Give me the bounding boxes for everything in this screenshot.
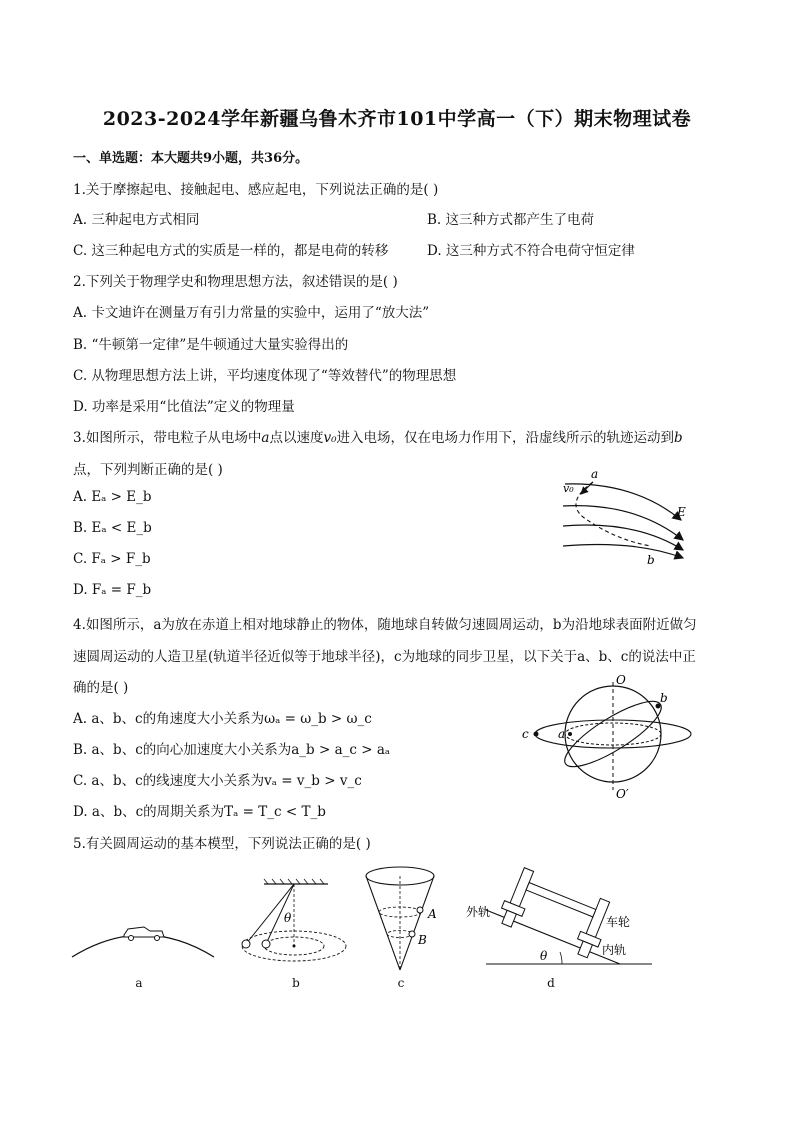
point-a-label: A	[428, 907, 437, 921]
outer-rail-label: 外轨	[466, 905, 491, 919]
q2-option-b: B. “牛顿第一定律”是牛顿通过大量实验得出的	[73, 337, 349, 353]
field-line	[563, 525, 683, 550]
bridge-arc	[72, 935, 214, 957]
q1-option-c: C. 这三种起电方式的实质是一样的，都是电荷的转移	[73, 243, 389, 259]
earth-orbits-figure	[518, 672, 698, 802]
q2-option-d: D. 功率是采用“比值法”定义的物理量	[73, 399, 295, 415]
conical-pendulum-figure	[232, 878, 362, 968]
v0-label: v₀	[563, 482, 574, 495]
theta-label: θ	[284, 911, 292, 925]
car-on-bridge-figure	[68, 905, 218, 965]
ball-a-icon	[417, 907, 423, 913]
car-wheel-icon	[155, 936, 160, 941]
q4-stem-line2: 速圆周运动的人造卫星(轨道半径近似等于地球半径)，c为地球的同步卫星，以下关于a、b、c的说法中正	[73, 649, 696, 665]
satellite-b-label: b	[660, 691, 668, 705]
q2-option-c: C. 从物理思想方法上讲，平均速度体现了“等效替代”的物理思想	[73, 368, 457, 384]
q4-option-d: D. a、b、c的周期关系为Tₐ = T_c < T_b	[73, 804, 326, 820]
ball-icon	[242, 940, 250, 948]
point-b-label: B	[418, 933, 427, 947]
cone-figure	[360, 862, 450, 972]
ball-b-icon	[409, 931, 415, 937]
banked-rail-figure	[462, 862, 662, 972]
point-b-label: b	[647, 553, 655, 567]
q3-stem: 3.如图所示，带电粒子从电场中a点以速度v₀进入电场，仅在电场力作用下，沿虚线所示的轨迹运动到b	[73, 430, 683, 446]
q4-option-b: B. a、b、c的向心加速度大小关系为a_b > a_c > aₐ	[73, 742, 391, 758]
q4-stem-line3: 确的是( )	[73, 680, 129, 696]
satellite-c	[534, 732, 539, 737]
q3-option-b: B. Eₐ < E_b	[73, 520, 152, 536]
object-a	[568, 732, 572, 736]
point-a-label: a	[591, 467, 599, 481]
particle-trajectory	[576, 482, 651, 546]
satellite-c-label: c	[522, 727, 529, 741]
pole-o-prime-label: O′	[616, 787, 629, 801]
cone-side	[366, 876, 400, 970]
q4-option-c: C. a、b、c的线速度大小关系为vₐ = v_b > v_c	[73, 773, 362, 789]
car-wheel-icon	[129, 936, 134, 941]
q1-option-d: D. 这三种方式不符合电荷守恒定律	[427, 243, 635, 259]
object-a-label: a	[558, 727, 566, 741]
q3-stem-line2: 点，下列判断正确的是( )	[73, 462, 223, 478]
field-line	[565, 484, 681, 520]
q1-option-b: B. 这三种方式都产生了电荷	[427, 212, 595, 228]
q1-stem: 1.关于摩擦起电、接触起电、感应起电，下列说法正确的是( )	[73, 182, 439, 198]
q5-stem: 5.有关圆周运动的基本模型，下列说法正确的是( )	[73, 836, 371, 852]
field-e-label: E	[677, 505, 686, 519]
q3-option-c: C. Fₐ > F_b	[73, 551, 151, 567]
cone-side	[400, 876, 434, 970]
q2-stem: 2.下列关于物理学史和物理思想方法，叙述错误的是( )	[73, 274, 398, 290]
theta-label: θ	[540, 949, 548, 963]
figure-caption-c: c	[397, 976, 405, 990]
exam-title: 2023-2024学年新疆乌鲁木齐市101中学高一（下）期末物理试卷	[102, 108, 692, 130]
section-heading: 一、单选题：本大题共9小题，共36分。	[73, 151, 309, 166]
center-dot	[293, 945, 296, 948]
q2-option-a: A. 卡文迪许在测量万有引力常量的实验中，运用了“放大法”	[73, 305, 430, 321]
angle-arc	[560, 952, 562, 964]
figure-caption-a: a	[135, 976, 143, 990]
electric-field-figure	[555, 462, 695, 572]
figure-caption-d: d	[547, 976, 555, 990]
ceiling-hatch	[264, 879, 324, 884]
field-line	[563, 545, 683, 559]
q4-stem-line1: 4.如图所示，a为放在赤道上相对地球静止的物体，随地球自转做匀速圆周运动，b为沿地球表面附近做匀	[73, 617, 697, 633]
field-line	[563, 506, 683, 540]
q3-option-d: D. Fₐ = F_b	[73, 582, 152, 598]
ball-icon	[262, 940, 270, 948]
pole-o-label: O	[616, 673, 626, 687]
q4-option-a: A. a、b、c的角速度大小关系为ωₐ = ω_b > ω_c	[73, 711, 372, 727]
wheel-label: 车轮	[606, 915, 631, 929]
wheelset	[496, 865, 615, 960]
figure-caption-b: b	[292, 976, 300, 990]
q3-option-a: A. Eₐ > E_b	[73, 489, 152, 505]
inner-rail-label: 内轨	[602, 943, 627, 957]
q1-option-a: A. 三种起电方式相同	[73, 212, 200, 228]
